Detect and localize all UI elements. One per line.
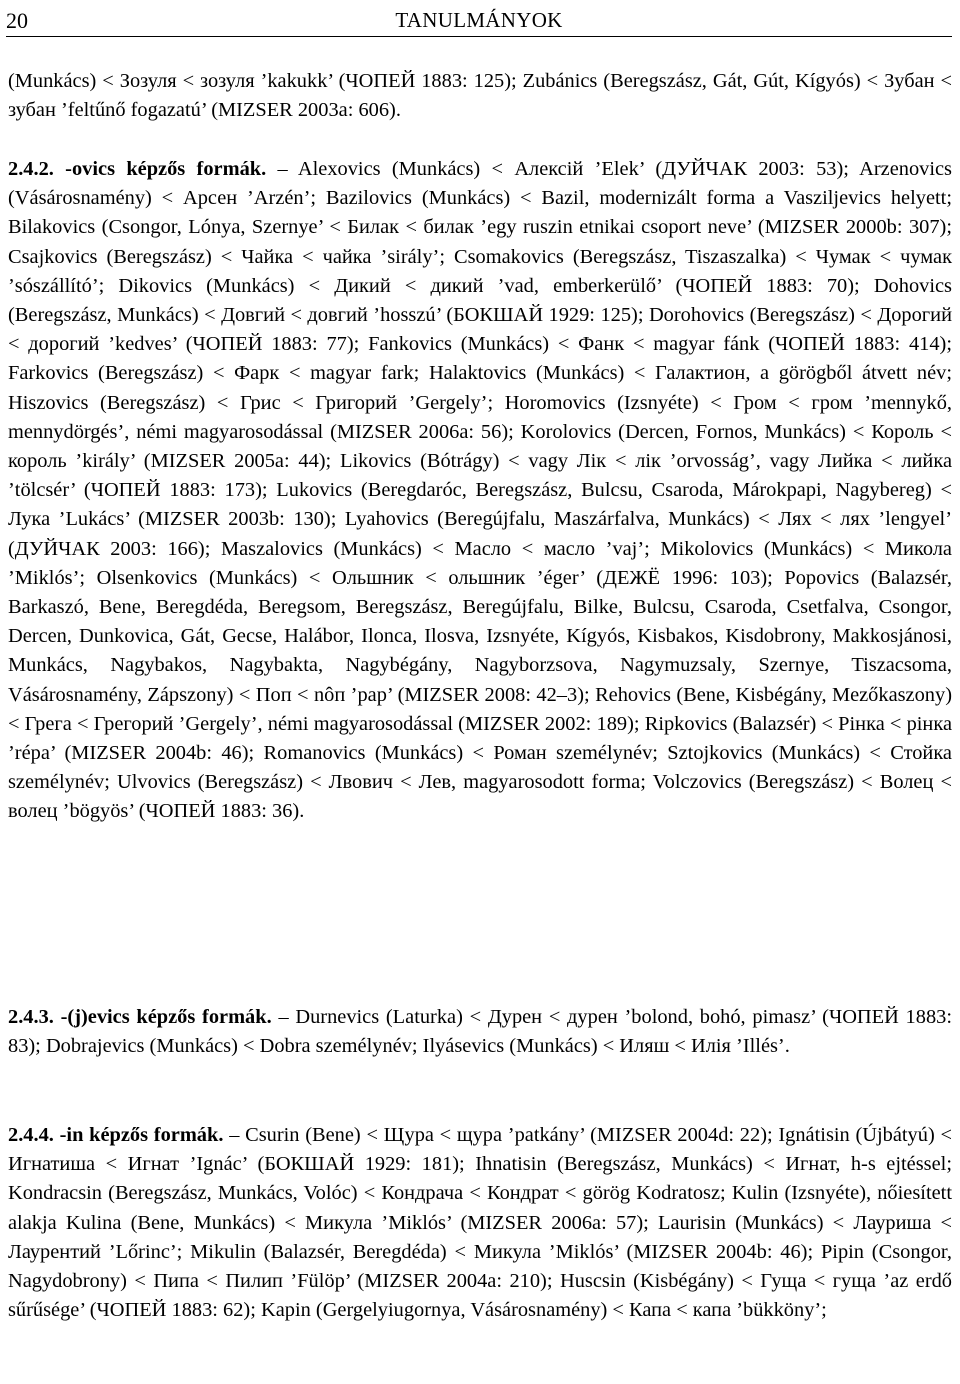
paragraph-ovics	[8, 155, 952, 827]
section-heading: 2.4.3. -(j)evics képzős formák.	[8, 1006, 272, 1028]
paragraph-text: – Csurin (Bene) < Щура < щура ’patkány’ (MIZSER 2004d: 22); Ignátisin (Újbátyú) < Игнатиша < Игнат ’Ignác’ (БОКШАЙ 1929: 181); Ihnatisin (Beregszász, Munkács) < Игнат, h-s ejtéssel; Kondracsin (Beregszász, Munkács, Volóc) < Кондрача < Кондрат < görög Kodratosz; Kulin (Izsnyéte), nőiesített alakja Kulina (Bene, Munkács) < Микула ’Miklós’ (MIZSER 2006a: 57); Laurisin (Munkács) < Лауриша < Лаурентий ’Lőrinc’; Mikulin (Balazsér, Beregdéda) < Микула ’Miklós’ (MIZSER 2004b: 46); Pipin (Csongor, Nagydobrony) < Пипа < Пилип ’Fülöp’ (MIZSER 2004a: 210); Huscsin (Kisbégány) < Гуща < гуща ’az erdő sűrűsége’ (ЧОПЕЙ 1883: 62); Kapin (Gergelyiugornya, Vásárosnamény) < Капа < капа ’bükköny’;	[8, 1124, 952, 1322]
section-heading: 2.4.2. -ovics képzős formák.	[8, 158, 267, 180]
section-heading: 2.4.4. -in képzős formák.	[8, 1124, 224, 1146]
running-head: TANULMÁNYOK	[395, 8, 563, 32]
paragraph-text: – Alexovics (Munkács) < Алексій ’Elek’ (ДУЙЧАК 2003: 53); Arzenovics (Vásárosnamény) < Арсен ’Arzén’; Bazilovics (Munkács) < Bazil, modernizált forma a Vasziljevics helyett; Bilakovics (Csongor, Lónya, Szernye’ < Билак < билак ’egy ruszin etnikai csoport neve’ (MIZSER 2000b: 307); Csajkovics (Beregszász) < Чайка < чайка ’sirály’; Csomakovics (Beregszász, Tiszaszalka) < Чумак < чумак ’sószállító’; Dikovics (Munkács) < Дикий < дикий ’vad, emberkerülő’ (ЧОПЕЙ 1883: 70); Dohovics (Beregszász, Munkács) < Довгий < довгий ’hosszú’ (БОКШАЙ 1929: 125); Dorohovics (Beregszász) < Дорогий < дорогий ’kedves’ (ЧОПЕЙ 1883: 77); Fankovics (Munkács) < Фанк < magyar fánk (ЧОПЕЙ 1883: 414); Farkovics (Beregszász) < Фарк < magyar fark; Halaktovics (Munkács) < Галактион, a görögből átvett név; Hiszovics (Beregszász) < Грис < Григорий ’Gergely’; Horomovics (Izsnyéte) < Гром < гром ’mennykő, mennydörgés’, némi magyarosodással (MIZSER 2006a: 56); Korolovics (Dercen, Fornos, Munkács) < Король < король ’király’ (MIZSER 2005a: 44); Likovics (Bótrágy) < vagy Лік < лік ’orvosság’, vagy Лийка < лийка ’tölcsér’ (ЧОПЕЙ 1883: 173); Lukovics (Beregdaróc, Beregszász, Bulcsu, Csaroda, Márokpapi, Nagybereg) < Лука ’Lukács’ (MIZSER 2003b: 130); Lyahovics (Beregújfalu, Maszárfalva, Munkács) < Лях < лях ’lengyel’ (ДУЙЧАК 2003: 166); Maszalovics (Munkács) < Масло < масло ’vaj’; Mikolovics (Munkács) < Микола ’Miklós’; Olsenkovics (Munkács) < Ольшник < ольшник ’éger’ (ДЕЖЁ 1996: 103); Popovics (Balazsér, Barkaszó, Bene, Beregdéda, Beregsom, Beregszász, Beregújfalu, Bilke, Bulcsu, Csaroda, Csetfalva, Csongor, Dercen, Dunkovica, Gát, Gecse, Halábor, Ilonca, Ilosva, Izsnyéte, Kígyós, Kisbakos, Kisdobrony, Makkosjánosi, Munkács, Nagybakos, Nagybakta, Nagybégány, Nagyborzsova, Nagymuzsaly, Szernye, Tiszacsoma, Vásárosnamény, Zápszony) < Поп < nôп ’pap’ (MIZSER 2008: 42–3); Rehovics (Bene, Kisbégány, Mezőkaszony) < Грега < Грегорий ’Gergely’, némi magyarosodással (MIZSER 2002: 189); Ripkovics (Balazsér) < Рінка < рінка ’répa’ (MIZSER 2004b: 46); Romanovics (Munkács) < Роман személynév; Sztojkovics (Munkács) < Стойка személynév; Ulvovics (Beregszász) < Лвович < Лев, magyarosodott forma; Volczovics (Beregszász) < Волец < волец ’bögyös’ (ЧОПЕЙ 1883: 36).	[8, 158, 952, 823]
paragraph-jevics	[8, 1003, 952, 1061]
paragraph-intro	[8, 67, 952, 125]
page-number: 20	[6, 8, 28, 33]
page-header	[6, 6, 952, 37]
paragraph-text: (Munkács) < Зозуля < зозуля ’kakukk’ (ЧОПЕЙ 1883: 125); Zubánics (Beregszász, Gát, Gút, Kígyós) < Зубан < зубан ’feltűnő fogazatú’ (MIZSER 2003a: 606).	[8, 70, 952, 122]
paragraph-text: – Durnevics (Laturka) < Дурен < дурен ’bolond, bohó, pimasz’ (ЧОПЕЙ 1883: 83); Dobrajevics (Munkács) < Dobra személynév; Ilyásevics (Munkács) < Иляш < Илія ’Illés’.	[8, 1006, 952, 1058]
paragraph-in	[8, 1121, 952, 1325]
